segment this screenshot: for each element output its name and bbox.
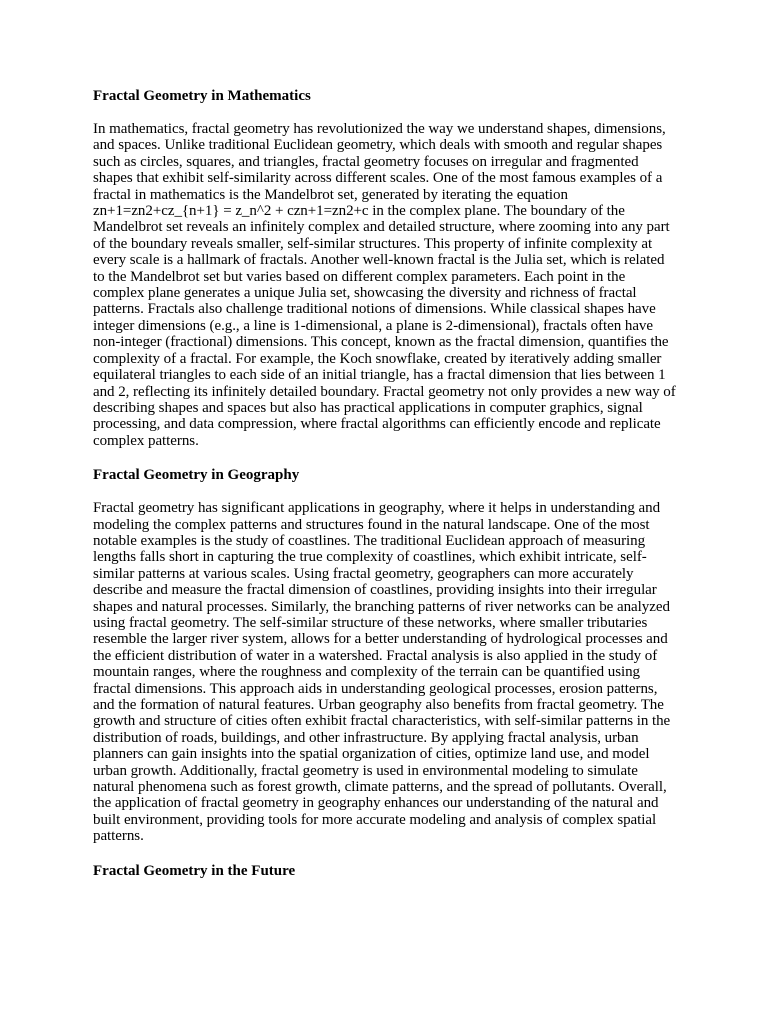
document-page: [93, 86, 677, 881]
section-body-geography: Fractal geometry has significant applications in geography, where it helps in understanding and modeling the complex patterns and structures found in the natural landscape. One of the most notable examples is the study of coastlines. The traditional Euclidean approach of measuring lengths falls short in capturing the true complexity of coastlines, which exhibit intricate, self-similar patterns at various scales. Using fractal geometry, geographers can more accurately describe and measure the fractal dimension of coastlines, providing insights into their irregular shapes and natural processes. Similarly, the branching patterns of river networks can be analyzed using fractal geometry. The self-similar structure of these networks, where smaller tributaries resemble the larger river system, allows for a better understanding of hydrological processes and the efficient distribution of water in a watershed. Fractal analysis is also applied in the study of mountain ranges, where the roughness and complexity of the terrain can be quantified using fractal dimensions. This approach aids in understanding geological processes, erosion patterns, and the formation of natural features. Urban geography also benefits from fractal geometry. The growth and structure of cities often exhibit fractal characteristics, with self-similar patterns in the distribution of roads, buildings, and other infrastructure. By applying fractal analysis, urban planners can gain insights into the spatial organization of cities, optimize land use, and model urban growth. Additionally, fractal geometry is used in environmental modeling to simulate natural phenomena such as forest growth, climate patterns, and the spread of pollutants. Overall, the application of fractal geometry in geography enhances our understanding of the natural and built environment, providing tools for more accurate modeling and analysis of complex spatial patterns.: [93, 500, 671, 845]
section-heading-future: Fractal Geometry in the Future: [93, 862, 296, 879]
section-body-mathematics: In mathematics, fractal geometry has revolutionized the way we understand shapes, dimensions, and spaces. Unlike traditional Euclidean geometry, which deals with smooth and regular shapes such as circles, squares, and triangles, fractal geometry focuses on irregular and fragmented shapes that exhibit self-similarity across different scales. One of the most famous examples of a fractal in mathematics is the Mandelbrot set, generated by iterating the equation zn+1=zn2+cz_{n+1} = z_n^2 + czn+1=zn2+c in the complex plane. The boundary of the Mandelbrot set reveals an infinitely complex and detailed structure, where zooming into any part of the boundary reveals smaller, self-similar structures. This property of infinite complexity at every scale is a hallmark of fractals. Another well-known fractal is the Julia set, which is related to the Mandelbrot set but varies based on different complex parameters. Each point in the complex plane generates a unique Julia set, showcasing the diversity and richness of fractal patterns. Fractals also challenge traditional notions of dimensions. While classical shapes have integer dimensions (e.g., a line is 1-dimensional, a plane is 2-dimensional), fractals often have non-integer (fractional) dimensions. This concept, known as the fractal dimension, quantifies the complexity of a fractal. For example, the Koch snowflake, created by iteratively adding smaller equilateral triangles to each side of an initial triangle, has a fractal dimension that lies between 1 and 2, reflecting its infinitely detailed boundary. Fractal geometry not only provides a new way of describing shapes and spaces but also has practical applications in computer graphics, signal processing, and data compression, where fractal algorithms can efficiently encode and replicate complex patterns.: [93, 121, 676, 449]
section-heading-geography: Fractal Geometry in Geography: [93, 467, 300, 484]
section-heading-mathematics: Fractal Geometry in Mathematics: [93, 88, 311, 104]
